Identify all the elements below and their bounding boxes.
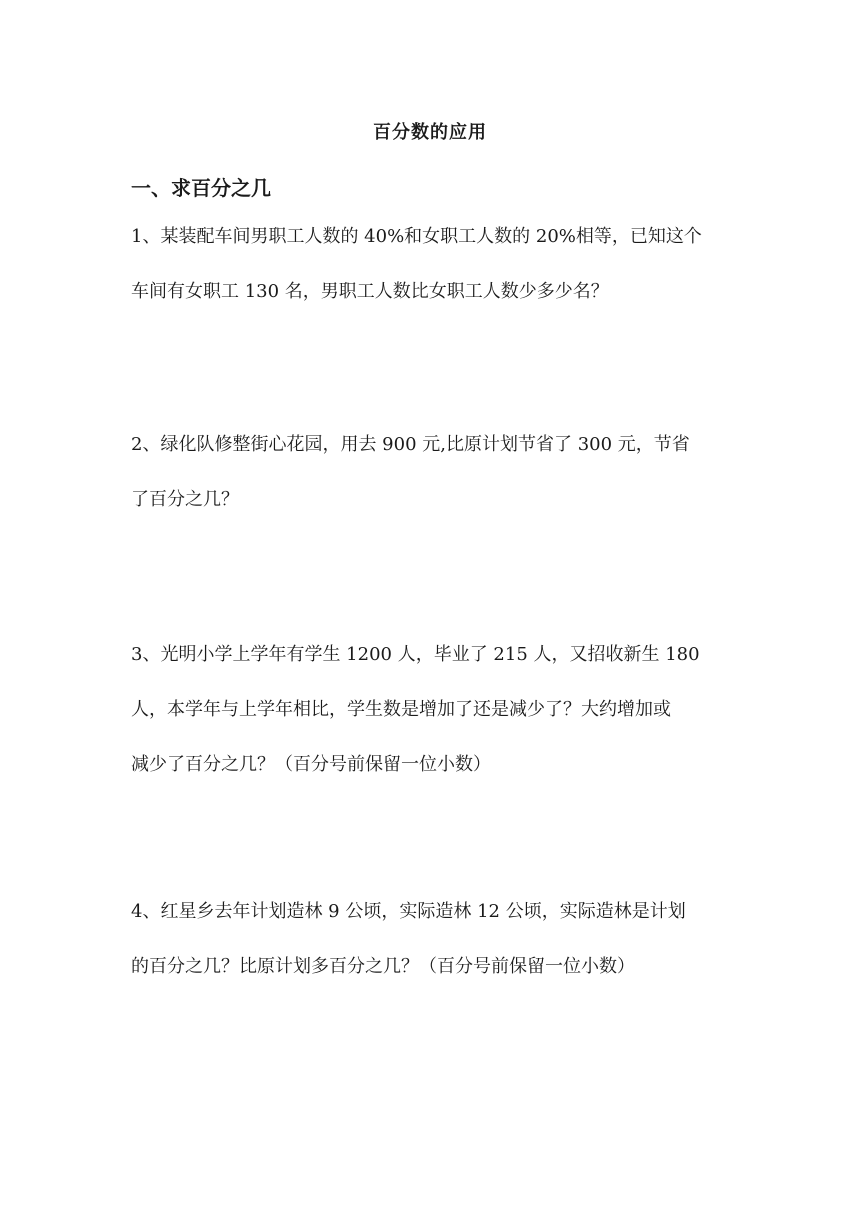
question-line: 减少了百分之几？（百分号前保留一位小数） xyxy=(131,754,491,775)
question-line: 了百分之几？ xyxy=(131,489,239,510)
page-title: 百分数的应用 xyxy=(373,122,487,143)
question-3 xyxy=(131,640,731,805)
question-line: 2、绿化队修整街心花园，用去 900 元,比原计划节省了 300 元，节省 xyxy=(131,434,690,455)
question-4 xyxy=(131,897,731,1007)
question-1 xyxy=(131,222,731,332)
question-line: 的百分之几？比原计划多百分之几？（百分号前保留一位小数） xyxy=(131,956,635,977)
question-line: 车间有女职工 130 名，男职工人数比女职工人数少多少名？ xyxy=(131,281,609,302)
question-line: 人，本学年与上学年相比，学生数是增加了还是减少了？大约增加或 xyxy=(131,699,671,720)
section-heading: 一、求百分之几 xyxy=(131,176,271,200)
question-2 xyxy=(131,430,731,540)
question-line: 1、某装配车间男职工人数的 40%和女职工人数的 20%相等，已知这个 xyxy=(131,226,702,247)
question-line: 4、红星乡去年计划造林 9 公顷，实际造林 12 公顷，实际造林是计划 xyxy=(131,901,686,922)
question-line: 3、光明小学上学年有学生 1200 人，毕业了 215 人，又招收新生 180 xyxy=(131,644,700,665)
